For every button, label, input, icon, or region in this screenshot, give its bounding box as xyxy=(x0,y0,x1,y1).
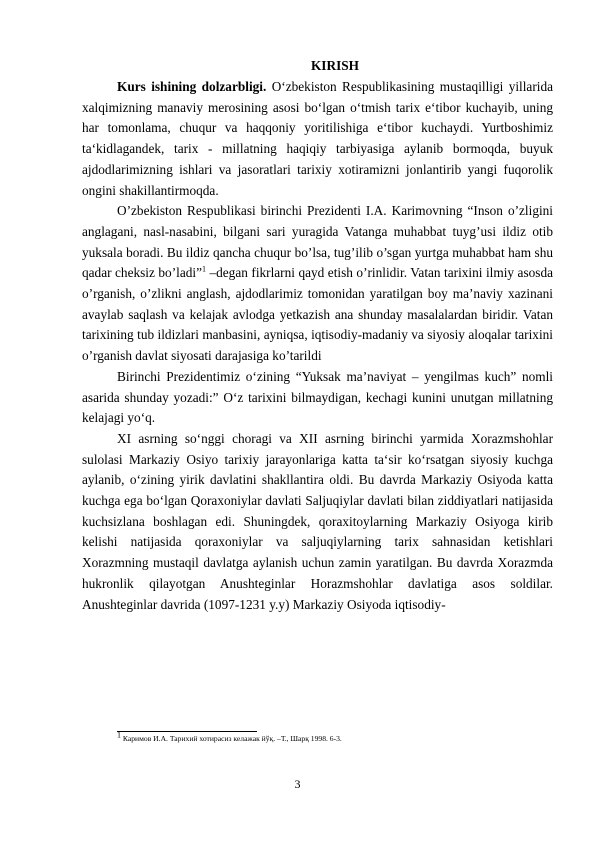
page-number: 3 xyxy=(294,777,301,791)
page-body xyxy=(82,56,553,615)
footnote-divider xyxy=(117,731,257,732)
paragraph-khorezmshahs: XI asrning so‘nggi choragi va XII asrning birinchi yarmida Xorazmshohlar sulolasi Markaziy Osiyo tarixiy jarayonlariga katta ta‘sir ko‘rsatgan siyosiy kuchga aylanib, o‘zining yirik davlatini shakllantira oldi. Bu davrda Markaziy Osiyoda katta kuchga ega bo‘lgan Qoraxoniylar davlati Saljuqiylar davlati bilan ziddiyatlari natijasida kuchsizlana boshlagan edi. Shuningdek, qoraxitoylarning Markaziy Osiyoga kirib kelishi natijasida qoraxoniylar va saljuqiylarning tarix sahnasidan ketishlari Xorazmning mustaqil davlatga aylanish uchun zamin yaratilgan. Bu davrda Xorazmda hukronlik qilayotgan Anushteginlar Horazmshohlar davlatiga asos soldilar. Anushteginlar davrida (1097-1231 y.y) Markaziy Osiyoda iqtisodiy- xyxy=(82,430,553,612)
paragraph-text-before: O’zbekiston Respublikasi birinchi Prezidenti I.A. Karimovning “Inson o’zligini anglagani, nasl-nasabini, bilgani sari yuragida Vatanga muhabbat tuyg’usi ildiz otib yuksala boradi. Bu ildiz qancha chuqur bo’lsa, tug’ilib o’sgan yurtga muhabbat ham shu qadar cheksiz bo’ladi” xyxy=(82,203,553,281)
paragraph-lead: Kurs ishining dolzarbligi. xyxy=(117,79,267,94)
section-title: KIRISH xyxy=(310,58,360,73)
paragraph-text-after: –degan fikrlarni qayd etish o’rinlidir. Vatan tarixini ilmiy asosda o’rganish, o’zlikni anglash, ajdodlarimiz tomonidan yaratilgan boy ma’naviy xazinani avaylab saqlash va kelajak avlodga yetkazish ana shunday masalalardan biridir. Vatan tarixining tub ildizlari manbasini, ayniqsa, iqtisodiy-madaniy va siyosiy aloqalar tarixini o’rganish davlat siyosati darajasiga ko’tarildi xyxy=(82,265,553,364)
paragraph-karimov-quote xyxy=(82,201,553,367)
footnote-text: Каримов И.А. Тарихий хотирасиз келажак йўқ. –Т., Шарқ 1998. 6-3. xyxy=(121,734,342,743)
footnote-mark: 1 xyxy=(117,730,121,740)
footnote xyxy=(117,730,553,744)
footnote-reference: 1 xyxy=(201,264,206,274)
paragraph-text: O‘zbekiston Respublikasining mustaqilligi yillarida xalqimizning manaviy merosining asosi bo‘lgan o‘tmish tarix e‘tibor kuchayib, uning har tomonlama, chuqur va haqqoniy yoritilishiga e‘tibor kuchaydi. Yurtboshimiz ta‘kidlagandek, tarix - millatning haqiqiy tarbiyasiga aylanib bormoqda, buyuk ajdodlarimizning ishlari va jasoratlari tarixiy xotiramizni jonlantirib yangi fuqorolik ongini shakillantirmoqda. xyxy=(82,79,553,198)
paragraph-relevance xyxy=(82,77,553,201)
paragraph-president-book: Birinchi Prezidentimiz o‘zining “Yuksak ma’naviyat – yengilmas kuch” nomli asarida shunday yozadi:” O‘z tarixini bilmaydigan, kechagi kunini unutgan millatning kelajagi yo‘q. xyxy=(82,368,553,426)
